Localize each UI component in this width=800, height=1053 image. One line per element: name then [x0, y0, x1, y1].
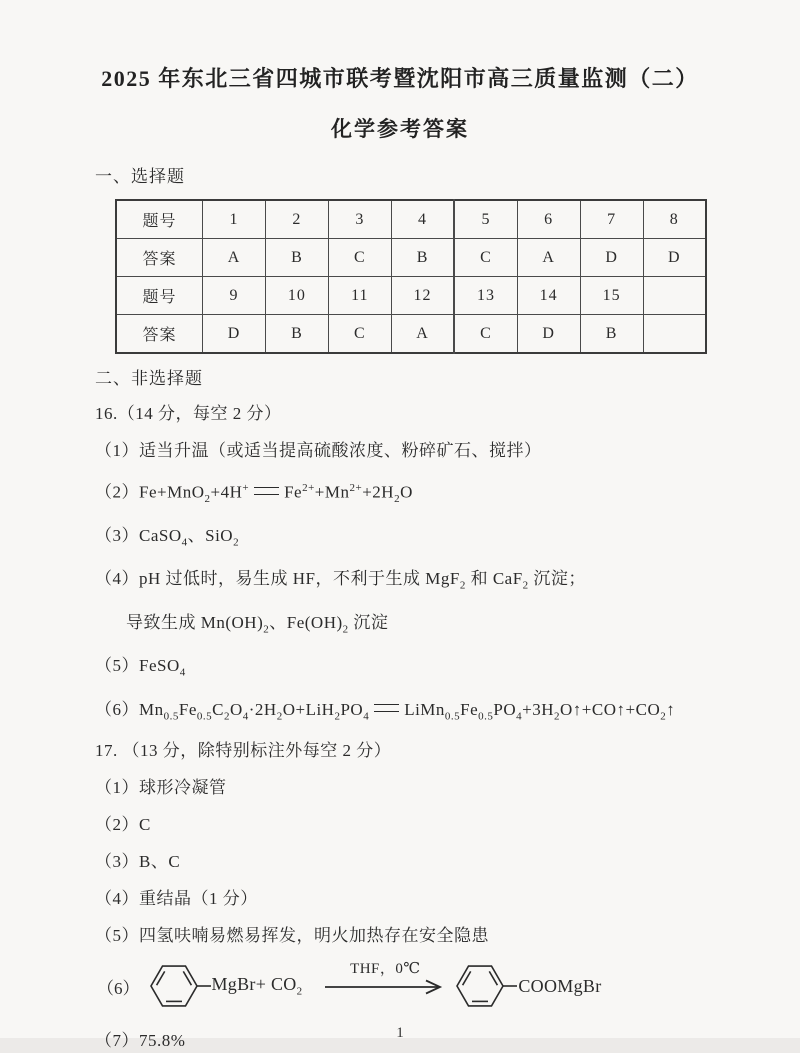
page-title: 2025 年东北三省四城市联考暨沈阳市高三质量监测（二）	[101, 66, 699, 91]
table-cell: C	[454, 239, 517, 277]
answer-line-16-4: （4）pH 过低时，易生成 HF，不利于生成 MgF$_2$ 和 CaF$_2$ 沉淀；	[95, 569, 586, 592]
table-cell: 答案	[116, 239, 203, 277]
table-cell: C	[328, 239, 391, 277]
table-cell: B	[265, 315, 328, 354]
answer-line-17-7: （7）75.8%	[95, 1031, 186, 1050]
answer-line-17-4: （4）重结晶（1 分）	[95, 889, 258, 908]
table-row	[116, 200, 706, 239]
table-cell: 8	[643, 200, 706, 239]
page-subtitle: 化学参考答案	[331, 117, 469, 141]
table-cell: B	[580, 315, 643, 354]
reaction-item-label: （6）	[97, 978, 140, 998]
table-cell	[643, 315, 706, 354]
page-number: 1	[396, 1025, 404, 1041]
table-cell: 15	[580, 277, 643, 315]
answer-line-16-1: （1）适当升温（或适当提高硫酸浓度、粉碎矿石、搅拌）	[95, 441, 542, 460]
table-cell: 题号	[116, 200, 203, 239]
table-cell: 3	[328, 200, 391, 239]
table-cell: B	[265, 239, 328, 277]
answer-line-16-2: （2）Fe+MnO$_2$+4H+ $Fe^{2+}+Mn^{2+}+2H_2O$	[95, 482, 413, 506]
table-cell: B	[391, 239, 454, 277]
table-cell: A	[391, 315, 454, 354]
reactant-formula: MgBr+ $CO_2$	[211, 974, 303, 998]
answer-line-16-3: （3）CaSO$_4$、SiO$_2$	[95, 526, 240, 549]
table-cell: C	[454, 315, 517, 354]
question-17-heading: 17. （13 分，除特别标注外每空 2 分）	[95, 741, 392, 760]
question-16-block	[95, 402, 740, 728]
table-cell: A	[203, 239, 266, 277]
table-cell: D	[643, 239, 706, 277]
table-cell: 4	[391, 200, 454, 239]
table-cell: 答案	[116, 315, 203, 354]
answer-line-16-4-continued: 导致生成 $Mn(OH)_2$、$Fe(OH)_2$ 沉淀	[126, 612, 389, 636]
table-cell: 12	[391, 277, 454, 315]
table-row	[116, 239, 706, 277]
table-cell: 11	[328, 277, 391, 315]
table-cell: 2	[265, 200, 328, 239]
benzene-ring	[148, 960, 212, 1012]
answer-line-17-5: （5）四氢呋喃易燃易挥发，明火加热存在安全隐患	[95, 926, 489, 945]
table-cell: 9	[203, 277, 266, 315]
table-cell: 6	[517, 200, 580, 239]
table-cell: C	[328, 315, 391, 354]
answer-line-17-1: （1）球形冷凝管	[95, 778, 227, 797]
table-cell: 1	[203, 200, 266, 239]
product-formula: COOMgBr	[518, 975, 602, 996]
answer-line-16-6: $(6)Mn_{0.5}Fe_{0.5}C_2O_4\cdot 2H_2O+LiH_2PO_4$ $LiMn_{0.5}Fe_{0.5}PO_4+3H_2O↑+CO↑+CO_2↑$	[95, 699, 676, 722]
table-row	[116, 315, 706, 354]
table-cell	[643, 277, 706, 315]
table-cell: 7	[580, 200, 643, 239]
choice-section-heading: 一、选择题	[95, 167, 185, 186]
reaction-arrow	[324, 979, 446, 995]
table-cell: 5	[454, 200, 517, 239]
table-cell: 13	[454, 277, 517, 315]
answer-line-17-3: （3）B、C	[95, 852, 181, 871]
table-row	[116, 277, 706, 315]
table-cell: 14	[517, 277, 580, 315]
reaction-scheme-17-6	[97, 956, 740, 1016]
answer-line-16-5: （5）FeSO$_4$	[95, 656, 186, 679]
answer-line-17-2: （2）C	[95, 815, 151, 834]
reaction-condition-label: THF，0℃	[350, 960, 421, 977]
question-16-heading: 16.（14 分，每空 2 分）	[95, 404, 282, 423]
answer-table	[115, 199, 707, 354]
table-cell: D	[517, 315, 580, 354]
table-cell: D	[203, 315, 266, 354]
reaction-arrow-group	[324, 960, 446, 995]
free-response-section-heading: 二、非选择题	[95, 369, 203, 388]
table-cell: 10	[265, 277, 328, 315]
table-cell: 题号	[116, 277, 203, 315]
benzene-ring	[454, 960, 518, 1012]
table-cell: D	[580, 239, 643, 277]
table-cell: A	[517, 239, 580, 277]
question-17-block	[95, 739, 740, 1053]
